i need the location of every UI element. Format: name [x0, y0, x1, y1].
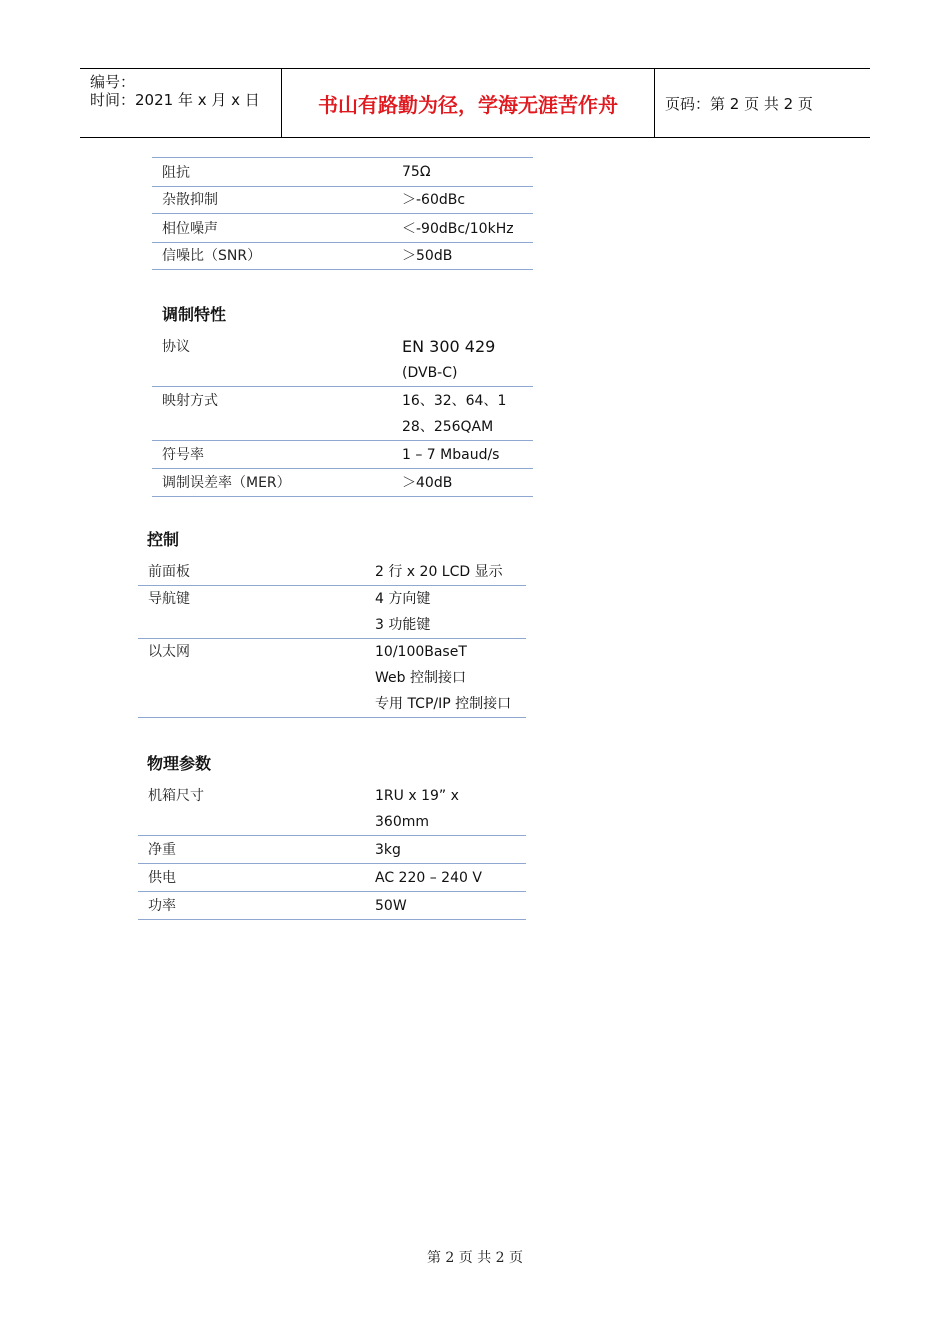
spec-label: 导航键 [148, 591, 190, 607]
spec-label: 阻抗 [162, 165, 190, 181]
table-row [138, 639, 526, 718]
spec-value: 10/100BaseT [375, 644, 467, 660]
spec-value: ＞-60dBc [402, 192, 466, 208]
table-row [152, 469, 533, 497]
table-row [152, 387, 533, 441]
spec-value: 360mm [375, 814, 429, 830]
spec-value: 16、32、64、1 [402, 393, 507, 409]
spec-value: ＞50dB [402, 248, 453, 264]
spec-label: 机箱尺寸 [148, 788, 204, 804]
spec-value: 3kg [375, 842, 401, 858]
spec-label: 杂散抑制 [162, 192, 218, 208]
header-right-cell [655, 69, 870, 137]
page-header [80, 68, 870, 138]
spec-label: 前面板 [148, 564, 190, 580]
header-middle-cell [282, 69, 655, 137]
spec-value: EN 300 429 [402, 337, 496, 356]
table-row [152, 334, 533, 387]
spec-value: 50W [375, 898, 407, 914]
header-left-cell [80, 69, 282, 137]
control-title: 控制 [147, 530, 180, 549]
number-label: 编号： [90, 73, 136, 91]
spec-label: 映射方式 [162, 393, 218, 409]
table-row [152, 214, 533, 243]
spec-label: 协议 [162, 339, 190, 355]
spec-label: 相位噪声 [162, 221, 218, 237]
spec-value: (DVB-C) [402, 365, 458, 381]
modulation-title: 调制特性 [162, 305, 227, 324]
physical-table [138, 783, 526, 920]
physical-title: 物理参数 [147, 754, 212, 773]
spec-label: 符号率 [162, 447, 204, 463]
table-row [138, 559, 526, 586]
spec-value: Web 控制接口 [375, 670, 466, 686]
spec-value: 专用 TCP/IP 控制接口 [375, 696, 512, 712]
table-row [138, 892, 526, 920]
spec-value: ＜-90dBc/10kHz [402, 221, 514, 237]
modulation-table [152, 334, 533, 497]
spec-label: 净重 [148, 842, 176, 858]
control-table [138, 559, 526, 718]
time-label: 时间：2021 年 x 月 x 日 [90, 91, 260, 109]
spec-label: 信噪比（SNR） [162, 248, 262, 264]
table-row [152, 441, 533, 469]
spec-value: 1 – 7 Mbaud/s [402, 447, 500, 463]
page-info: 页码：第 2 页 共 2 页 [665, 95, 813, 113]
signal-spec-table [152, 157, 533, 270]
table-row [138, 783, 526, 836]
table-row [152, 243, 533, 270]
spec-label: 调制误差率（MER） [162, 475, 291, 491]
table-row [138, 864, 526, 892]
table-row [152, 158, 533, 187]
table-row [138, 836, 526, 864]
table-row [138, 586, 526, 639]
spec-value: 75Ω [402, 164, 431, 180]
table-row [152, 187, 533, 214]
spec-value: 3 功能键 [375, 617, 431, 633]
spec-value: 1RU x 19” x [375, 788, 459, 804]
page-footer: 第 2 页 共 2 页 [426, 1250, 524, 1266]
spec-label: 以太网 [148, 644, 190, 660]
spec-value: 4 方向键 [375, 591, 431, 607]
spec-value: AC 220 – 240 V [375, 870, 482, 886]
motto: 书山有路勤为径，学海无涯苦作舟 [318, 93, 618, 117]
spec-value: 2 行 x 20 LCD 显示 [375, 564, 503, 580]
spec-value: ＞40dB [402, 475, 453, 491]
spec-value: 28、256QAM [402, 419, 494, 435]
spec-label: 功率 [148, 898, 176, 914]
spec-label: 供电 [148, 870, 176, 886]
